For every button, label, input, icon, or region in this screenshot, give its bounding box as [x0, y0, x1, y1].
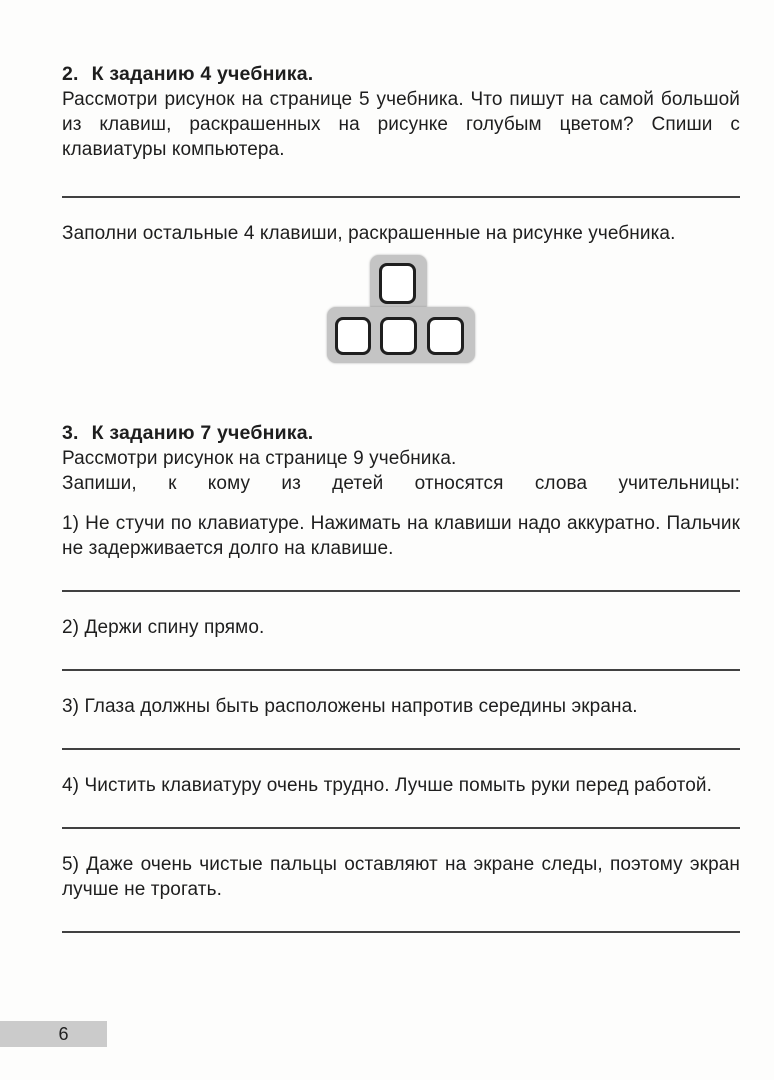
page-number: 6: [58, 1023, 69, 1044]
task-item-1: 1) Не стучи по клавиатуре. Нажимать на клавиши надо аккуратно. Пальчик не задерживается долго на клавише.: [62, 513, 740, 559]
blank-keycap-bottom-right[interactable]: [427, 317, 464, 355]
answer-line-1[interactable]: [62, 196, 740, 198]
task-item-4: 4) Чистить клавиатуру очень трудно. Лучше помыть руки перед работой.: [62, 775, 712, 796]
section-3-intro-line1: Рассмотри рисунок на странице 9 учебника.: [62, 448, 457, 469]
answer-line-3[interactable]: [62, 669, 740, 671]
section-3-intro-line2: Запиши, к кому из детей относятся слова учительницы:: [62, 473, 740, 494]
task-item-5: 5) Даже очень чистые пальцы оставляют на экране следы, поэтому экран лучше не трогать.: [62, 854, 740, 900]
task-item-3: 3) Глаза должны быть расположены напротив середины экрана.: [62, 696, 638, 717]
answer-line-6[interactable]: [62, 931, 740, 933]
answer-line-4[interactable]: [62, 748, 740, 750]
section-3-title-text: К заданию 7 учебника.: [91, 422, 314, 444]
section-2-title-text: К заданию 4 учебника.: [91, 63, 314, 85]
section-2-number: 2.: [62, 63, 79, 85]
page-number-badge: [0, 1021, 107, 1047]
blank-keycap-top[interactable]: [379, 263, 416, 304]
task-item-2: 2) Держи спину прямо.: [62, 617, 265, 638]
section-3-number: 3.: [62, 422, 79, 444]
answer-line-5[interactable]: [62, 827, 740, 829]
blank-keycap-bottom-middle[interactable]: [380, 317, 417, 355]
blank-keycap-bottom-left[interactable]: [335, 317, 371, 355]
answer-line-2[interactable]: [62, 590, 740, 592]
section-3-title: [62, 421, 740, 446]
section-2-title: [62, 62, 740, 87]
section-2-intro: Рассмотри рисунок на странице 5 учебника. Что пишут на самой большой из клавиш, раскрашенных на рисунке голубым цветом? Спиши с клавиатуры компьютера.: [62, 89, 740, 160]
keyboard-keys-diagram: [327, 255, 475, 363]
fill-prompt: Заполни остальные 4 клавиши, раскрашенные на рисунке учебника.: [62, 223, 676, 244]
